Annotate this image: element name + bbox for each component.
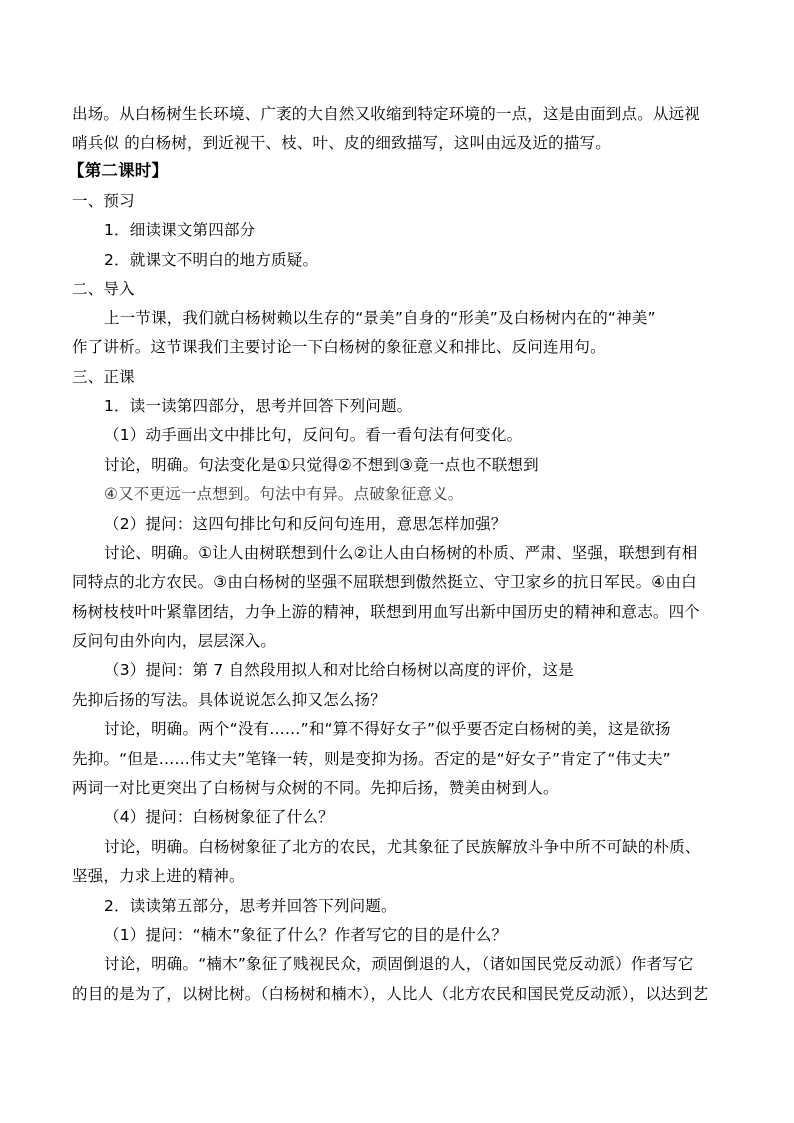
paragraph-line: 哨兵似 的白杨树，到近视干、枝、叶、皮的细致描写，这叫由远及近的描写。 bbox=[72, 134, 611, 152]
section-heading-main: 三、正课 bbox=[72, 368, 135, 386]
paragraph-line: 讨论，明确。白杨树象征了北方的农民，尤其象征了民族解放斗争中所不可缺的朴质、 bbox=[104, 838, 701, 856]
question-line: （4）提问：白杨树象征了什么？ bbox=[104, 808, 334, 826]
section-heading-intro: 二、导入 bbox=[72, 280, 135, 298]
paragraph-line: 作了讲析。这节课我们主要讨论一下白杨树的象征意义和排比、反问连用句。 bbox=[72, 338, 606, 356]
paragraph-line: ④又不更远一点想到。句法中有异。点破象征意义。 bbox=[104, 485, 464, 503]
list-item: 1．读一读第四部分，思考并回答下列问题。 bbox=[104, 397, 413, 415]
paragraph-line: 讨论，明确。句法变化是①只觉得②不想到③竟一点也不联想到 bbox=[104, 456, 539, 474]
list-item: 1．细读课文第四部分 bbox=[104, 221, 256, 239]
question-line: （2）提问：这四句排比句和反问句连用，意思怎样加强？ bbox=[104, 515, 507, 533]
paragraph-line: 讨论，明确。“楠木”象征了贱视民众，顽固倒退的人，（诸如国民党反动派）作者写它 bbox=[104, 955, 694, 973]
paragraph-line: 坚强，力求上进的精神。 bbox=[72, 867, 245, 885]
list-item: 2．就课文不明白的地方质疑。 bbox=[104, 251, 319, 269]
paragraph-line: 出场。从白杨树生长环境、广袤的大自然又收缩到特定环境的一点，这是由面到点。从远视 bbox=[72, 105, 701, 123]
paragraph-line: 先抑。“但是……伟丈夫”笔锋一转，则是变抑为扬。否定的是“好女子”肯定了“伟丈夫” bbox=[72, 750, 671, 768]
paragraph-line: 的目的是为了，以树比树。（白杨树和楠木），人比人（北方农民和国民党反动派），以达到艺 bbox=[72, 985, 709, 1003]
list-item: 2．读读第五部分，思考并回答下列问题。 bbox=[104, 897, 397, 915]
section-heading-preview: 一、预习 bbox=[72, 192, 135, 210]
paragraph-line: 讨论、明确。①让人由树联想到什么②让人由白杨树的朴质、严肃、坚强，联想到有相 bbox=[104, 544, 698, 562]
paragraph-line: 先抑后扬的写法。具体说说怎么抑又怎么扬？ bbox=[72, 691, 387, 709]
paragraph-line: 同特点的北方农民。③由白杨树的坚强不屈联想到傲然挺立、守卫家乡的抗日军民。④由白 bbox=[72, 573, 697, 591]
question-line: （1）提问：“楠木”象征了什么？作者写它的目的是什么？ bbox=[104, 926, 508, 944]
question-line: （3）提问：第 7 自然段用拟人和对比给白杨树以高度的评价，这是 bbox=[104, 661, 574, 679]
paragraph-line: 讨论，明确。两个“没有……”和“算不得好女子”似乎要否定白杨树的美，这是欲扬 bbox=[104, 720, 671, 738]
paragraph-line: 杨树枝枝叶叶紧靠团结，力争上游的精神，联想到用血写出新中国历史的精神和意志。四个 bbox=[72, 603, 701, 621]
paragraph-line: 上一节课，我们就白杨树赖以生存的“景美”自身的“形美”及白杨树内在的“神美” bbox=[104, 309, 656, 327]
question-line: （1）动手画出文中排比句，反问句。看一看句法有何变化。 bbox=[104, 426, 523, 444]
paragraph-line: 反问句由外向内，层层深入。 bbox=[72, 632, 277, 650]
paragraph-line: 两词一对比更突出了白杨树与众树的不同。先抑后扬，赞美由树到人。 bbox=[72, 779, 559, 797]
section-heading-second-lesson: 【第二课时】 bbox=[68, 161, 169, 180]
